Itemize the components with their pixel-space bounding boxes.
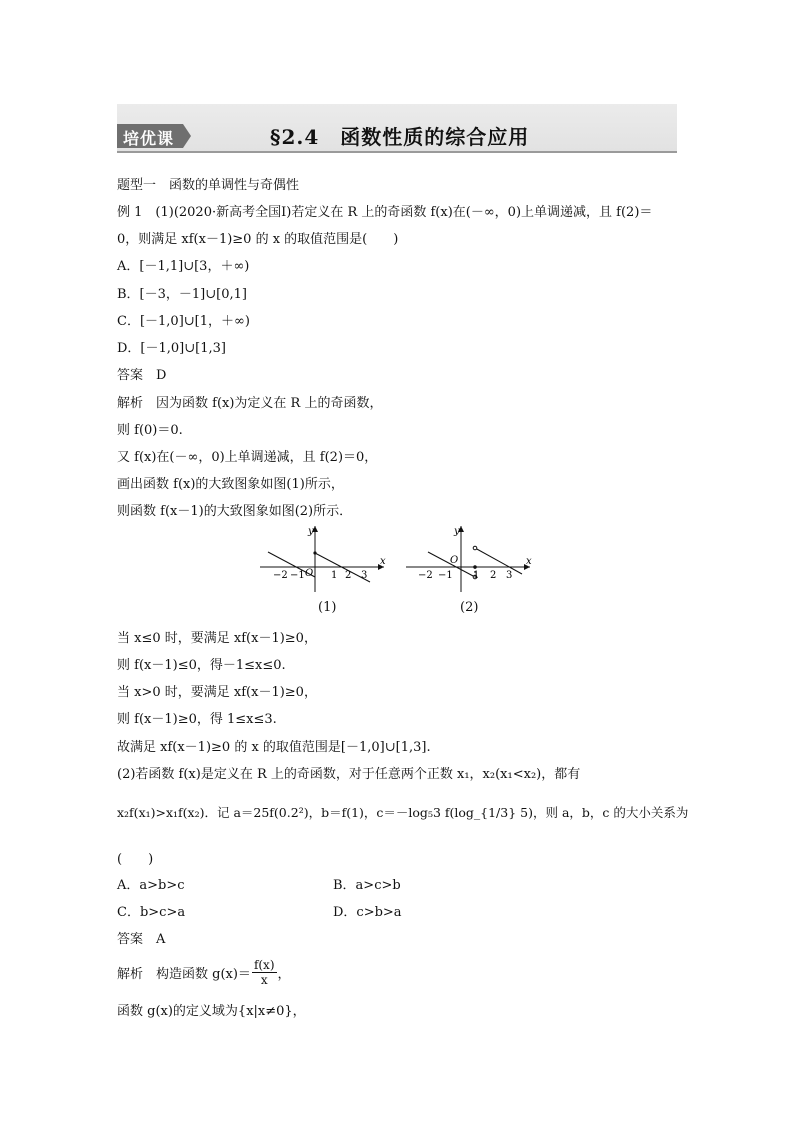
origin-label: O <box>305 568 314 579</box>
analysis-line: 解析 因为函数 f(x)为定义在 R 上的奇函数， <box>117 396 383 411</box>
graph-svg <box>258 522 538 597</box>
graph-1 <box>260 526 386 592</box>
text-line: 0，则满足 xf(x－1)≥0 的 x 的取值范围是( ) <box>117 232 399 247</box>
option-c: C．[－1,0]∪[1，＋∞) <box>117 314 250 329</box>
tick-label: −1 <box>438 570 453 581</box>
x-axis-label: x <box>380 556 386 567</box>
graph-2 <box>406 526 532 592</box>
text-line: 则 f(0)＝0. <box>117 423 183 438</box>
text-line: 则函数 f(x－1)的大致图象如图(2)所示． <box>117 504 353 519</box>
text-line: 题型一 函数的单调性与奇偶性 <box>117 178 300 193</box>
y-axis-label: y <box>308 526 314 537</box>
section-tag <box>117 124 191 148</box>
tick-label: −2 <box>273 570 288 581</box>
text-line: 故满足 xf(x－1)≥0 的 x 的取值范围是[－1,0]∪[1,3]. <box>117 740 431 755</box>
text-line: 则 f(x－1)≤0，得－1≤x≤0. <box>117 658 286 673</box>
analysis-prefix: 解析 构造函数 g(x)＝ <box>117 967 251 982</box>
blank-paren: ( ) <box>117 852 154 867</box>
text-line: 函数 g(x)的定义域为{x|x≠0}， <box>117 1004 306 1019</box>
tick-label: −2 <box>418 570 433 581</box>
y-axis-label: y <box>454 526 460 537</box>
option-d: D．[－1,0]∪[1,3] <box>117 341 226 356</box>
tick-label: 2 <box>490 570 497 581</box>
answer-line: 答案 D <box>117 368 167 383</box>
text-line: 当 x>0 时，要满足 xf(x－1)≥0， <box>117 685 317 700</box>
header-rule <box>117 151 677 153</box>
option-d: D．c>b>a <box>333 905 402 920</box>
question-2-line: x₂f(x₁)>x₁f(x₂)．记 a＝25f(0.2²)，b＝f(1)，c＝－log₅3 f(log_{1/3} 5)，则 a，b，c 的大小关系为 <box>117 805 689 820</box>
fraction <box>252 958 277 987</box>
option-a: A．a>b>c <box>117 878 185 893</box>
option-a: A．[－1,1]∪[3，＋∞) <box>117 259 250 274</box>
figure-caption-2: (2) <box>460 600 479 615</box>
tick-label: 3 <box>506 570 513 581</box>
x-axis-label: x <box>526 556 532 567</box>
figure-caption-1: (1) <box>318 600 337 615</box>
question-2-line: (2)若函数 f(x)是定义在 R 上的奇函数，对于任意两个正数 x₁，x₂(x₁<x₂)，都有 <box>117 767 581 782</box>
text-line: 又 f(x)在(－∞，0)上单调递减，且 f(2)＝0， <box>117 450 378 465</box>
origin-label: O <box>450 555 459 566</box>
tick-label: 2 <box>345 570 352 581</box>
option-b: B．a>c>b <box>333 878 401 893</box>
option-c: C．b>c>a <box>117 905 186 920</box>
tick-label: −1 <box>290 570 305 581</box>
tick-label: 3 <box>361 570 368 581</box>
analysis-suffix: ， <box>277 967 291 982</box>
text-line: 当 x≤0 时，要满足 xf(x－1)≥0， <box>117 631 317 646</box>
analysis-line <box>117 958 291 987</box>
text-line: 画出函数 f(x)的大致图象如图(1)所示， <box>117 477 344 492</box>
fraction-denominator: x <box>260 973 268 987</box>
text-line: 则 f(x－1)≥0，得 1≤x≤3. <box>117 712 277 727</box>
tick-label: 1 <box>473 570 480 581</box>
option-b: B．[－3，－1]∪[0,1] <box>117 287 247 302</box>
fraction-numerator: f(x) <box>253 958 275 972</box>
text-line: 例 1 (1)(2020·新高考全国Ⅰ)若定义在 R 上的奇函数 f(x)在(－∞，0)上单调递减，且 f(2)＝ <box>117 205 653 220</box>
page-title: §2.4 函数性质的综合应用 <box>270 125 530 149</box>
section-tag-label: 培优课 <box>123 129 175 148</box>
tick-label: 1 <box>331 570 338 581</box>
function-graphs-figure <box>258 522 538 622</box>
answer-line: 答案 A <box>117 932 166 947</box>
